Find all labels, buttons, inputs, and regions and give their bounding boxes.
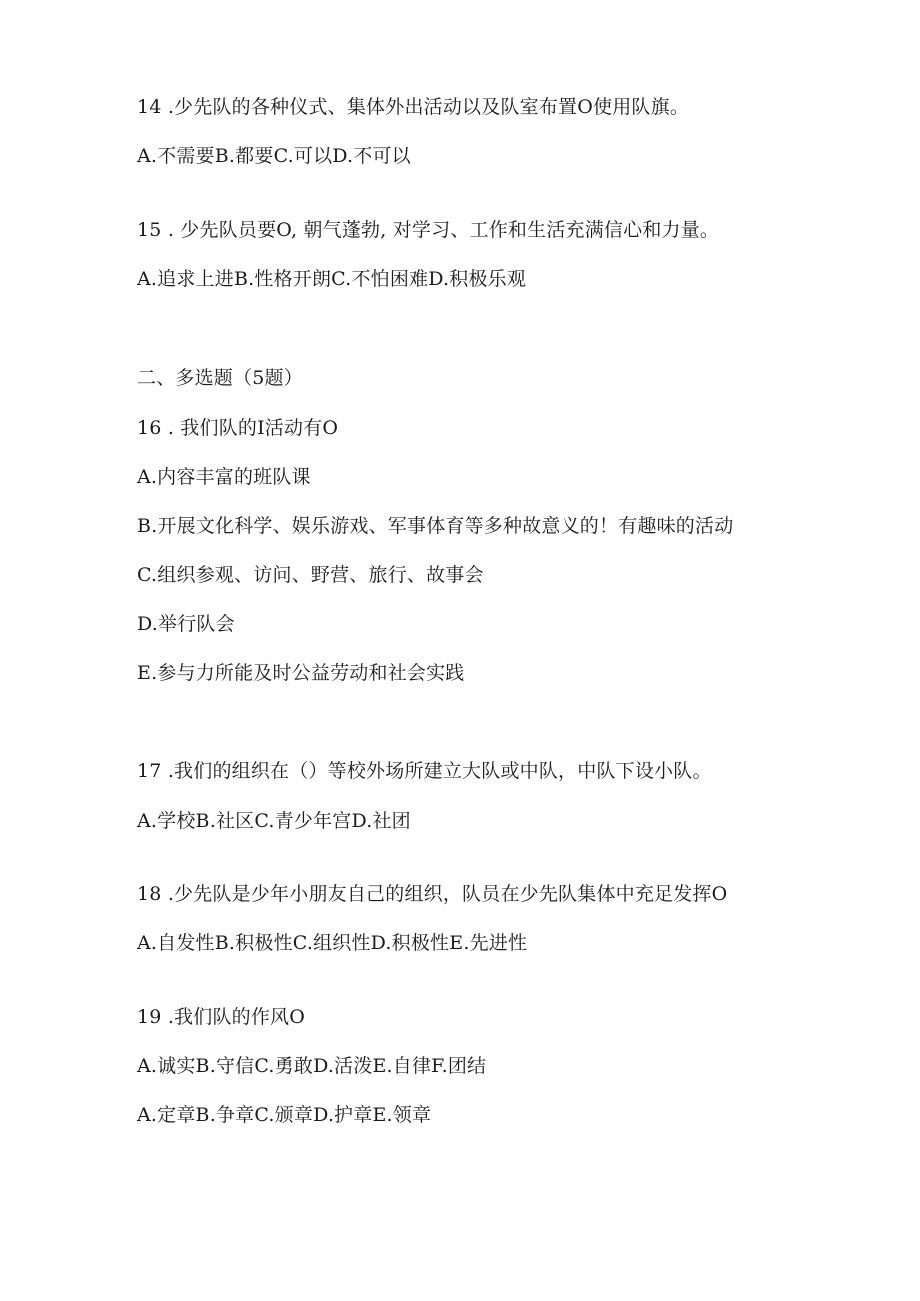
question-16-option-b: B.开展文化科学、娱乐游戏、军事体育等多种故意义的！有趣味的活动 <box>137 515 734 537</box>
question-15-stem: 15 . 少先队员要O, 朝气蓬勃, 对学习、工作和生活充满信心和力量。 <box>137 219 720 241</box>
question-15-options: A.追求上进B.性格开朗C.不怕困难D.积极乐观 <box>137 268 527 290</box>
question-16-stem: 16 . 我们队的I活动有O <box>137 417 339 439</box>
question-16-option-d: D.举行队会 <box>137 613 235 635</box>
question-20-options: A.定章B.争章C.颁章D.护章E.领章 <box>137 1104 432 1126</box>
question-14-options: A.不需要B.都要C.可以D.不可以 <box>137 145 411 167</box>
question-18-options: A.自发性B.积极性C.组织性D.积极性E.先进性 <box>137 932 528 954</box>
question-17-options: A.学校B.社区C.青少年宫D.社团 <box>137 810 411 832</box>
question-16-option-c: C.组织参观、访问、野营、旅行、故事会 <box>137 564 484 586</box>
question-14-stem: 14 .少先队的各种仪式、集体外出活动以及队室布置O使用队旗。 <box>137 96 690 118</box>
question-16-option-e: E.参与力所能及时公益劳动和社会实践 <box>137 662 465 684</box>
section-heading-multiple-choice: 二、多选题（5题） <box>137 367 303 389</box>
question-16-option-a: A.内容丰富的班队课 <box>137 466 311 488</box>
question-18-stem: 18 .少先队是少年小朋友自己的组织，队员在少先队集体中充足发挥O <box>137 883 728 905</box>
question-19-stem: 19 .我们队的作风O <box>137 1006 306 1028</box>
question-17-stem: 17 .我们的组织在（）等校外场所建立大队或中队，中队下设小队。 <box>137 760 712 782</box>
question-19-options: A.诚实B.守信C.勇敢D.活泼E.自律F.团结 <box>137 1055 487 1077</box>
